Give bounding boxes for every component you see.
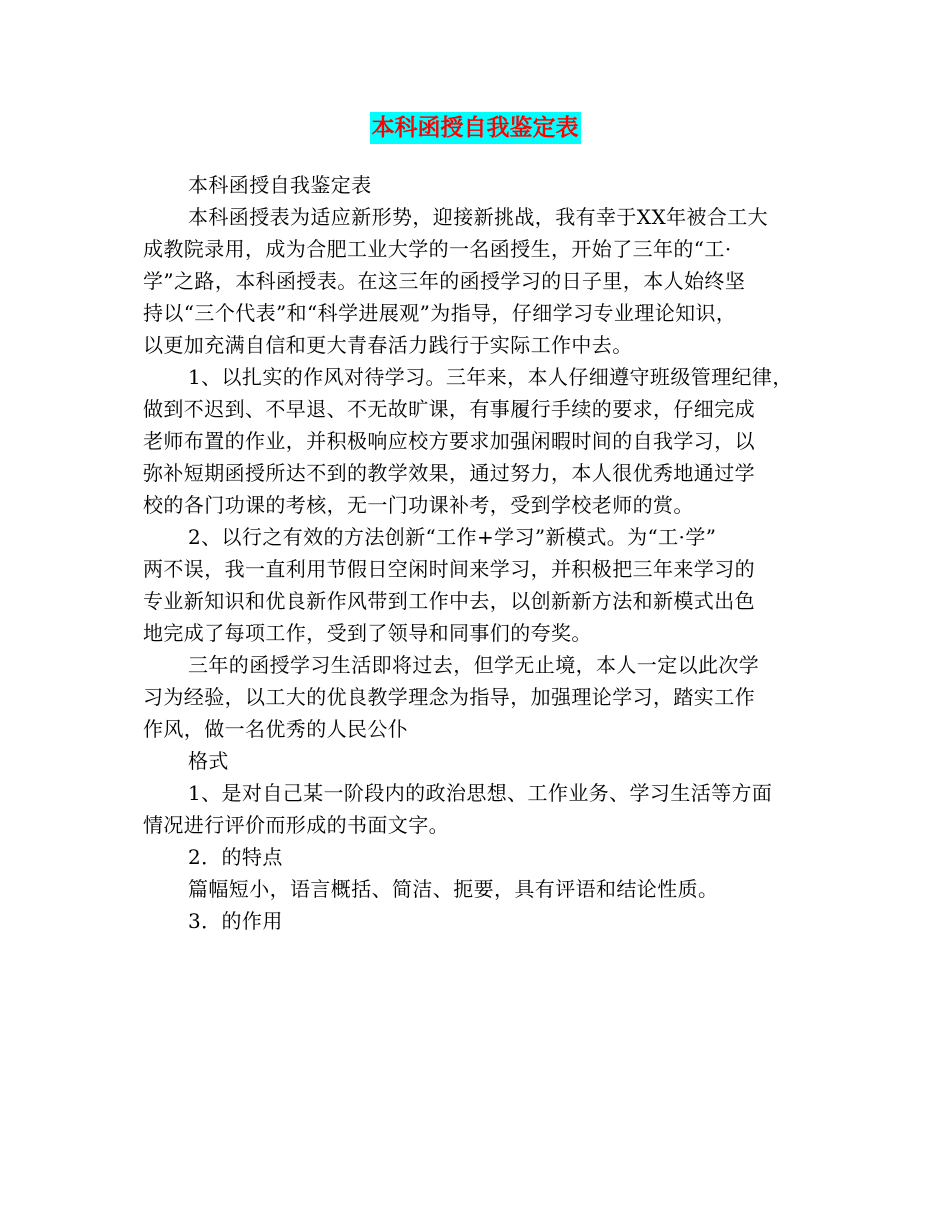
paragraph-line: 三年的函授学习生活即将过去，但学无止境，本人一定以此次学 bbox=[188, 653, 760, 677]
paragraph-line: 篇幅短小，语言概括、简洁、扼要，具有评语和结论性质。 bbox=[188, 877, 719, 901]
paragraph-line: 作风，做一名优秀的人民公仆 bbox=[143, 717, 409, 741]
paragraph-line: 格式 bbox=[188, 749, 229, 773]
paragraph-line: 老师布置的作业，并积极响应校方要求加强闲暇时间的自我学习，以 bbox=[143, 429, 755, 453]
paragraph-line: 弥补短期函授所达不到的教学效果，通过努力，本人很优秀地通过学 bbox=[143, 461, 755, 485]
paragraph-line: 两不误，我一直利用节假日空闲时间来学习，并积极把三年来学习的 bbox=[143, 557, 755, 581]
paragraph-line: 2．的特点 bbox=[188, 845, 283, 869]
paragraph-line: 3．的作用 bbox=[188, 909, 283, 933]
document-title: 本科函授自我鉴定表 bbox=[370, 112, 581, 144]
paragraph-line: 1、以扎实的作风对待学习。三年来，本人仔细遵守班级管理纪律， bbox=[188, 365, 793, 389]
paragraph-line: 校的各门功课的考核，无一门功课补考，受到学校老师的赏。 bbox=[143, 493, 694, 517]
paragraph-line: 1、是对自己某一阶段内的政治思想、工作业务、学习生活等方面 bbox=[188, 781, 773, 805]
paragraph-line: 学”之路，本科函授表。在这三年的函授学习的日子里，本人始终坚 bbox=[143, 269, 746, 293]
paragraph-line: 以更加充满自信和更大青春活力践行于实际工作中去。 bbox=[143, 333, 633, 357]
paragraph-line: 本科函授自我鉴定表 bbox=[188, 173, 372, 197]
paragraph-line: 本科函授表为适应新形势，迎接新挑战，我有幸于XX年被合工大 bbox=[188, 205, 769, 229]
paragraph-line: 专业新知识和优良新作风带到工作中去，以创新新方法和新模式出色 bbox=[143, 589, 755, 613]
title-container bbox=[0, 112, 950, 144]
paragraph-line: 情况进行评价而形成的书面文字。 bbox=[143, 813, 449, 837]
paragraph-line: 持以“三个代表”和“科学进展观”为指导，仔细学习专业理论知识， bbox=[143, 301, 737, 325]
paragraph-line: 2、以行之有效的方法创新“工作+学习”新模式。为“工·学” bbox=[188, 525, 717, 549]
paragraph-line: 做到不迟到、不早退、不无故旷课，有事履行手续的要求，仔细完成 bbox=[143, 397, 755, 421]
document-body bbox=[143, 169, 813, 937]
paragraph-line: 成教院录用，成为合肥工业大学的一名函授生，开始了三年的“工· bbox=[143, 237, 732, 261]
paragraph-line: 习为经验，以工大的优良教学理念为指导，加强理论学习，踏实工作 bbox=[143, 685, 755, 709]
paragraph-line: 地完成了每项工作，受到了领导和同事们的夸奖。 bbox=[143, 621, 592, 645]
